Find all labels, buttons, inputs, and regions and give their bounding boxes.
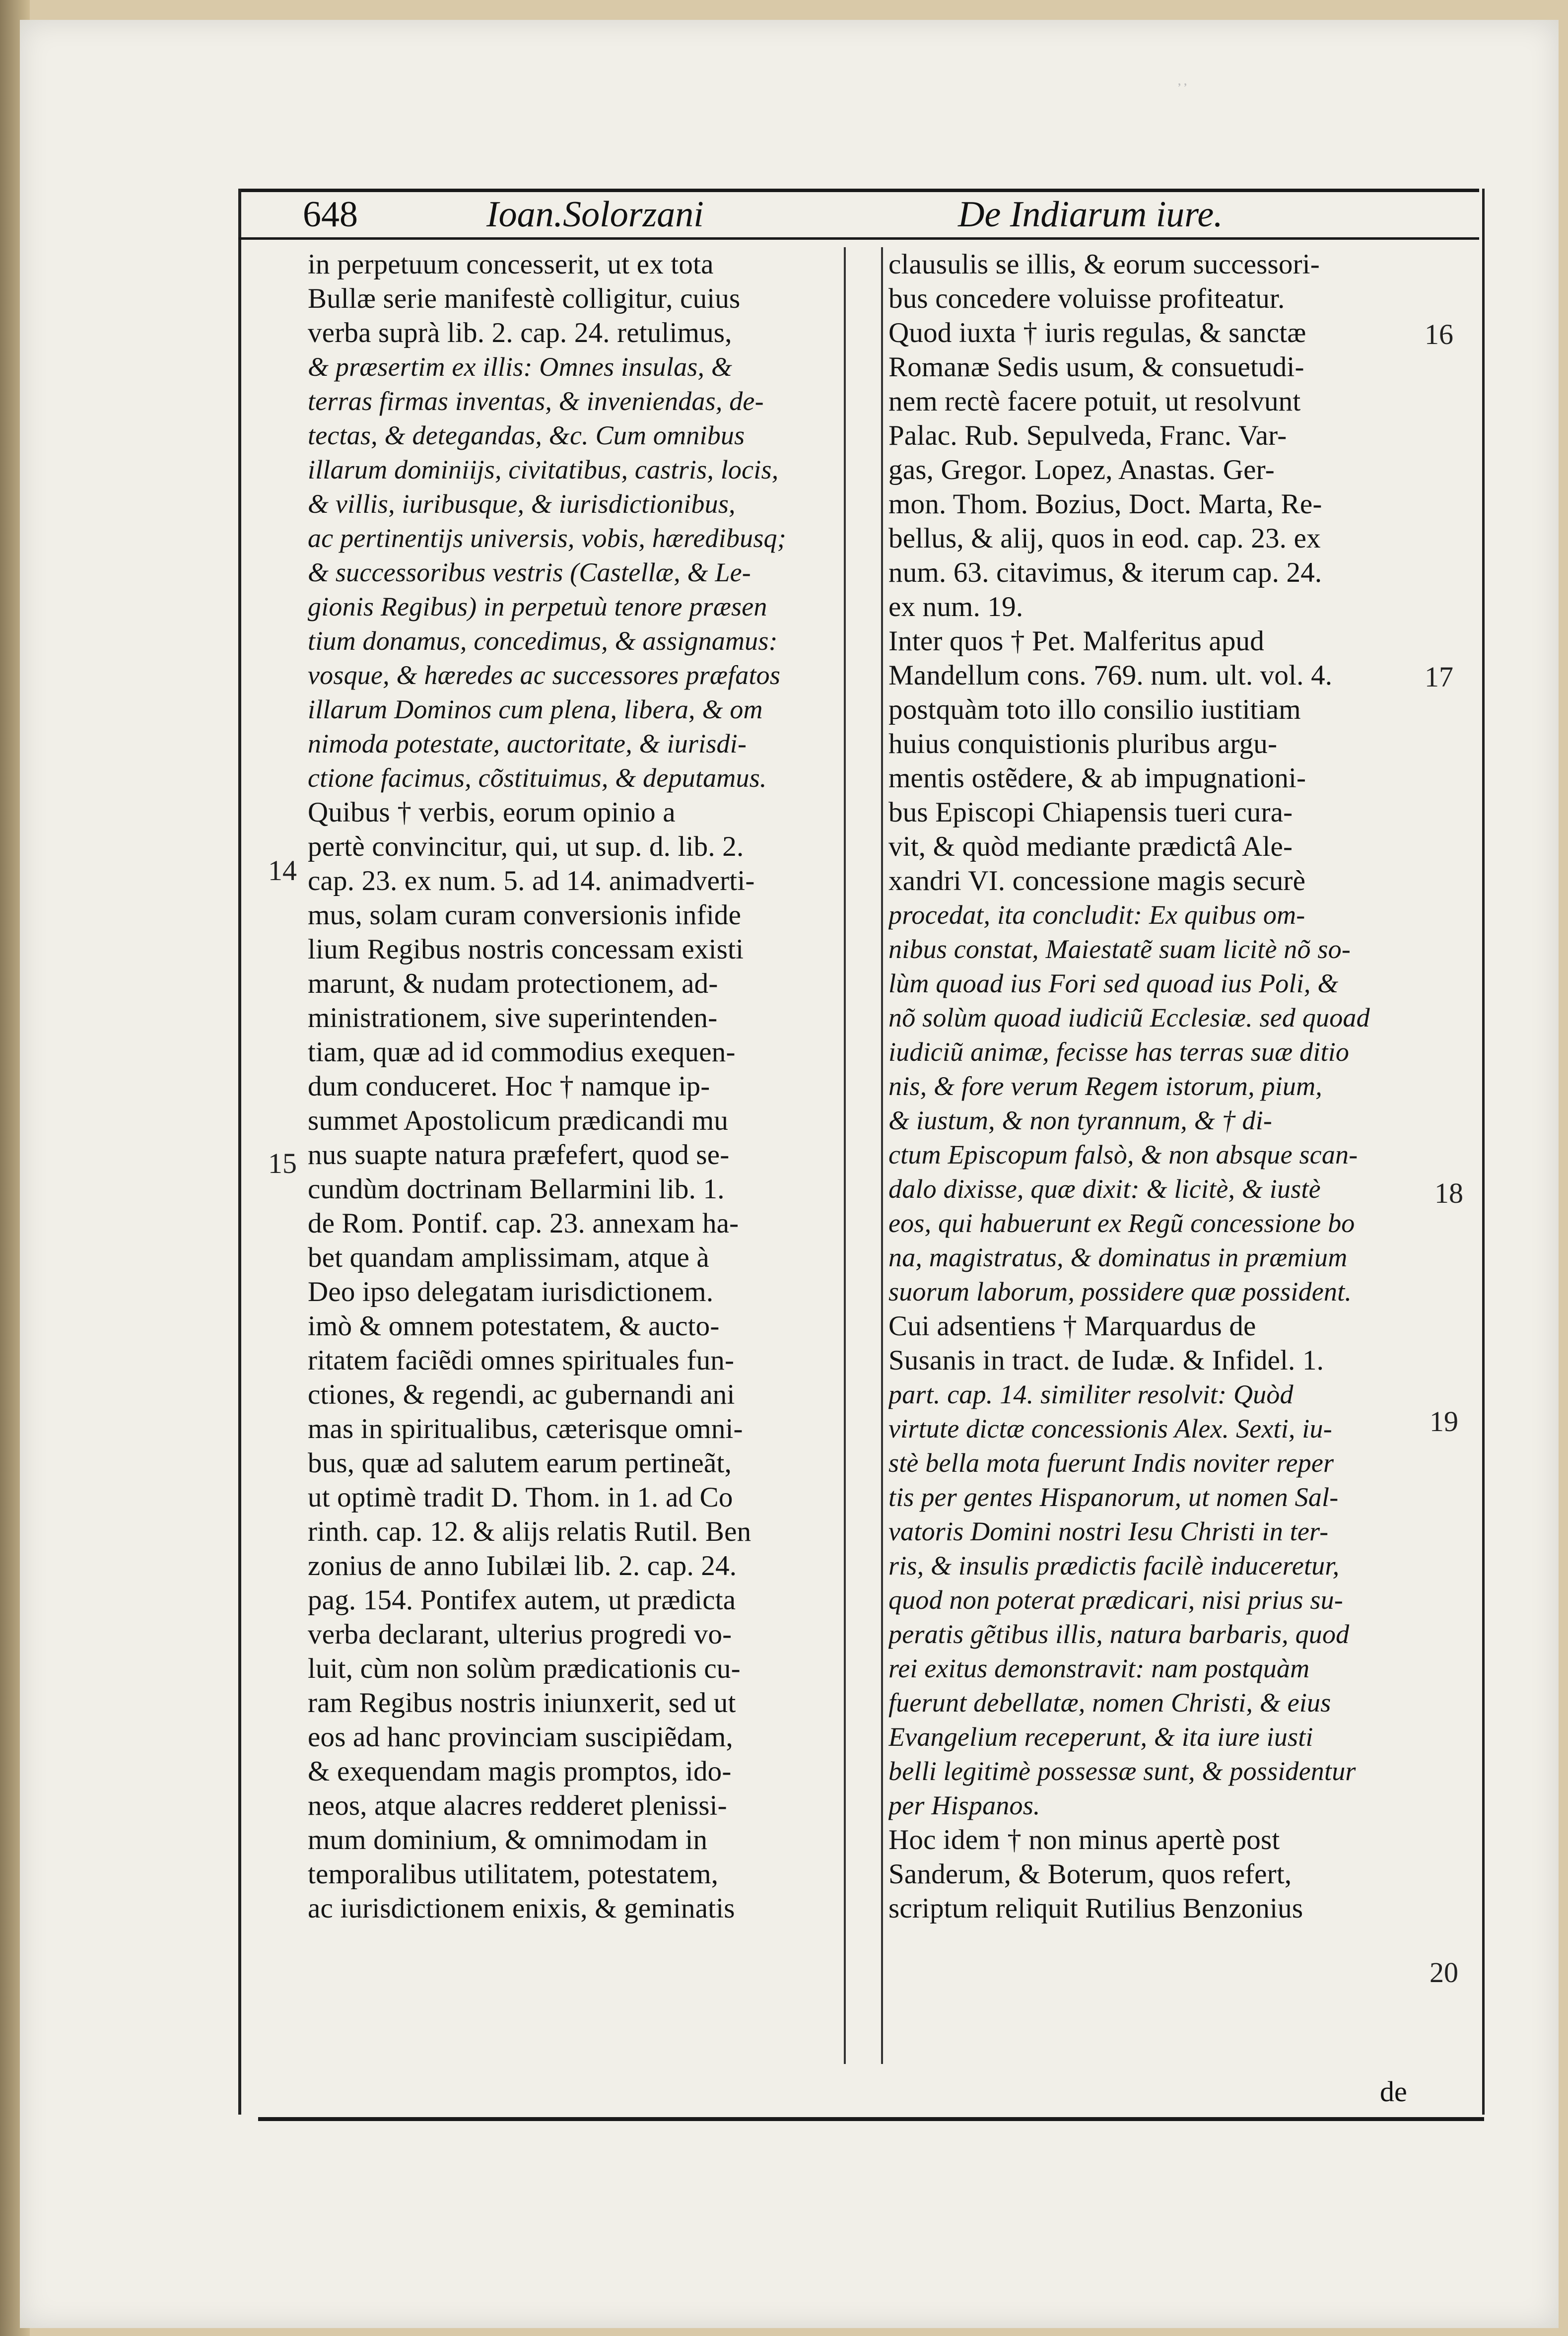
left-column-rule — [844, 247, 846, 2064]
page-number: 648 — [303, 194, 358, 235]
text-line: num. 63. citavimus, & iterum cap. 24. — [888, 557, 1322, 588]
text-line: tiam, quæ ad id commodius exequen- — [308, 1036, 736, 1068]
text-line: gas, Gregor. Lopez, Anastas. Ger- — [888, 454, 1275, 485]
text-line: rinth. cap. 12. & alijs relatis Rutil. Ben — [308, 1516, 751, 1547]
text-line: nis, & fore verum Regem istorum, pium, — [888, 1071, 1322, 1101]
text-line: zonius de anno Iubilæi lib. 2. cap. 24. — [308, 1550, 737, 1581]
text-line: nem rectè facere potuit, ut resolvunt — [888, 386, 1301, 417]
margin-number-left: 14 — [268, 854, 297, 887]
text-line: vit, & quòd mediante prædictâ Ale- — [888, 831, 1293, 862]
running-header — [238, 189, 1479, 238]
text-line: gionis Regibus) in perpetuù tenore præsen — [308, 592, 767, 621]
text-line: bus concedere voluisse profiteatur. — [888, 283, 1285, 314]
text-line: ac iurisdictionem enixis, & geminatis — [308, 1893, 735, 1924]
text-line: Romanæ Sedis usum, & consuetudi- — [888, 351, 1304, 383]
text-line: ministrationem, sive superintenden- — [308, 1002, 718, 1033]
text-line: & exequendam magis promptos, ido- — [308, 1756, 732, 1787]
text-line: ctione facimus, cõstituimus, & deputamus. — [308, 763, 767, 793]
text-line: nibus constat, Maiestatẽ suam licitè nõ so- — [888, 934, 1351, 964]
text-line: Bullæ serie manifestè colligitur, cuius — [308, 283, 741, 314]
text-line: verba declarant, ulterius progredi vo- — [308, 1619, 732, 1650]
text-line: ritatem faciẽdi omnes spirituales fun- — [308, 1345, 735, 1376]
text-line: stè bella mota fuerunt Indis noviter reper — [888, 1448, 1334, 1478]
text-line: Quod iuxta † iuris regulas, & sanctæ — [888, 317, 1306, 348]
text-line: tectas, & detegandas, &c. Cum omnibus — [308, 420, 745, 450]
text-line: Palac. Rub. Sepulveda, Franc. Var- — [888, 420, 1287, 451]
text-line: ut optimè tradit D. Thom. in 1. ad Co — [308, 1482, 733, 1513]
text-line: mus, solam curam conversionis infide — [308, 899, 742, 931]
text-line: ram Regibus nostris iniunxerit, sed ut — [308, 1687, 736, 1718]
text-line: nus suapte natura præfefert, quod se- — [308, 1139, 730, 1170]
text-line: Susanis in tract. de Iudæ. & Infidel. 1. — [888, 1345, 1324, 1376]
text-line: ris, & insulis prædictis facilè induceretur, — [888, 1551, 1340, 1580]
margin-number-right: 16 — [1425, 318, 1453, 350]
text-line: xandri VI. concessione magis securè — [888, 865, 1306, 896]
text-line: pag. 154. Pontifex autem, ut prædicta — [308, 1584, 736, 1616]
text-line: procedat, ita concludit: Ex quibus om- — [888, 900, 1305, 930]
text-line: ex num. 19. — [888, 591, 1023, 622]
text-line: verba suprà lib. 2. cap. 24. retulimus, — [308, 317, 732, 348]
text-line: bus Episcopi Chiapensis tueri cura- — [888, 797, 1293, 828]
margin-number-right: 20 — [1430, 1956, 1458, 1989]
text-line: temporalibus utilitatem, potestatem, — [308, 1858, 719, 1890]
running-title-work: De Indiarum iure. — [958, 194, 1223, 235]
text-line: vatoris Domini nostri Iesu Christi in ter- — [888, 1516, 1329, 1546]
text-line: terras firmas inventas, & inveniendas, de- — [308, 386, 764, 416]
text-line: Mandellum cons. 769. num. ult. vol. 4. — [888, 660, 1333, 691]
bottom-rule — [258, 2117, 1484, 2121]
text-line: eos, qui habuerunt ex Regũ concessione bo — [888, 1208, 1355, 1238]
text-line: illarum dominiijs, civitatibus, castris, locis, — [308, 455, 779, 484]
text-line: & præsertim ex illis: Omnes insulas, & — [308, 352, 733, 382]
text-line: Quibus † verbis, eorum opinio a — [308, 797, 676, 828]
text-line: bellus, & alij, quos in eod. cap. 23. ex — [888, 523, 1321, 554]
text-line: lium Regibus nostris concessam existi — [308, 934, 744, 965]
margin-number-right: 19 — [1430, 1405, 1458, 1438]
text-line: cap. 23. ex num. 5. ad 14. animadverti- — [308, 865, 755, 896]
text-line: iudiciũ animæ, fecisse has terras suæ ditio — [888, 1037, 1350, 1067]
text-line: mon. Thom. Bozius, Doct. Marta, Re- — [888, 488, 1322, 520]
text-line: huius conquistionis pluribus argu- — [888, 728, 1278, 759]
text-line: eos ad hanc provinciam suscipiẽdam, — [308, 1721, 733, 1753]
text-line: per Hispanos. — [888, 1790, 1040, 1820]
text-line: Sanderum, & Boterum, quos refert, — [888, 1858, 1292, 1890]
text-line: tis per gentes Hispanorum, ut nomen Sal- — [888, 1482, 1339, 1512]
text-line: & successoribus vestris (Castellæ, & Le- — [308, 557, 751, 587]
text-line: bet quandam amplissimam, atque à — [308, 1242, 709, 1273]
text-line: na, magistratus, & dominatus in præmium — [888, 1242, 1348, 1272]
text-line: Hoc idem † non minus apertè post — [888, 1824, 1280, 1855]
text-line: rei exitus demonstravit: nam postquàm — [888, 1653, 1310, 1683]
text-line: quod non poterat prædicari, nisi prius su- — [888, 1585, 1343, 1615]
text-line: Inter quos † Pet. Malferitus apud — [888, 625, 1264, 657]
text-line: ac pertinentijs universis, vobis, hæredibusq; — [308, 523, 786, 553]
text-line: mas in spiritualibus, cæterisque omni- — [308, 1413, 743, 1444]
right-column-rule — [881, 247, 883, 2064]
running-title-author: Ioan.Solorzani — [486, 194, 704, 235]
text-line: clausulis se illis, & eorum successori- — [888, 249, 1320, 280]
text-line: postquàm toto illo consilio iustitiam — [888, 694, 1301, 725]
margin-number-right: 18 — [1434, 1177, 1463, 1209]
text-line: nimoda potestate, auctoritate, & iurisdi- — [308, 729, 747, 758]
text-line: fuerunt debellatæ, nomen Christi, & eius — [888, 1688, 1331, 1718]
text-line: Deo ipso delegatam iurisdictionem. — [308, 1276, 714, 1307]
text-line: dum conduceret. Hoc † namque ip- — [308, 1071, 710, 1102]
text-line: part. cap. 14. similiter resolvit: Quòd — [888, 1379, 1294, 1409]
text-line: Evangelium receperunt, & ita iure iusti — [888, 1722, 1313, 1752]
text-line: neos, atque alacres redderet plenissi- — [308, 1790, 727, 1821]
text-line: ctiones, & regendi, ac gubernandi ani — [308, 1379, 735, 1410]
left-text-column — [308, 247, 844, 1925]
text-line: belli legitimè possessæ sunt, & possidentur — [888, 1756, 1356, 1786]
text-line: scriptum reliquit Rutilius Benzonius — [888, 1893, 1303, 1924]
text-line: dalo dixisse, quæ dixit: & licitè, & iustè — [888, 1174, 1321, 1204]
text-line: in perpetuum concesserit, ut ex tota — [308, 249, 714, 280]
text-line: nõ solùm quoad iudiciũ Ecclesiæ. sed quoad — [888, 1003, 1370, 1032]
text-line: Cui adsentiens † Marquardus de — [888, 1310, 1256, 1342]
catchword: de — [1380, 2075, 1407, 2108]
text-line: virtute dictæ concessionis Alex. Sexti, iu- — [888, 1414, 1332, 1443]
text-line: mum dominium, & omnimodam in — [308, 1824, 708, 1855]
text-line: suorum laborum, possidere quæ possident. — [888, 1277, 1352, 1306]
text-line: peratis gẽtibus illis, natura barbaris, quod — [888, 1619, 1350, 1649]
text-line: illarum Dominos cum plena, libera, & om — [308, 694, 763, 724]
text-line: ctum Episcopum falsò, & non absque scan- — [888, 1140, 1358, 1169]
text-line: bus, quæ ad salutem earum pertineãt, — [308, 1447, 732, 1479]
text-line: marunt, & nudam protectionem, ad- — [308, 968, 718, 999]
text-line: vosque, & hæredes ac successores præfatos — [308, 660, 781, 690]
text-line: mentis ostẽdere, & ab impugnationi- — [888, 762, 1306, 794]
faint-mark: ᾽᾽ — [1176, 80, 1188, 100]
text-line: imò & omnem potestatem, & aucto- — [308, 1310, 720, 1342]
margin-number-right: 17 — [1425, 661, 1453, 693]
text-line: tium donamus, concedimus, & assignamus: — [308, 626, 778, 656]
text-line: summet Apostolicum prædicandi mu — [308, 1105, 729, 1136]
text-line: cundùm doctrinam Bellarmini lib. 1. — [308, 1173, 725, 1205]
text-line: & iustum, & non tyrannum, & † di- — [888, 1105, 1273, 1135]
text-line: luit, cùm non solùm prædicationis cu- — [308, 1653, 741, 1684]
text-line: pertè convincitur, qui, ut sup. d. lib. 2. — [308, 831, 744, 862]
text-line: lùm quoad ius Fori sed quoad ius Poli, & — [888, 968, 1339, 998]
text-line: de Rom. Pontif. cap. 23. annexam ha- — [308, 1208, 739, 1239]
text-line: & villis, iuribusque, & iurisdictionibus, — [308, 489, 736, 519]
right-text-column — [888, 247, 1425, 1925]
margin-number-left: 15 — [268, 1147, 297, 1179]
